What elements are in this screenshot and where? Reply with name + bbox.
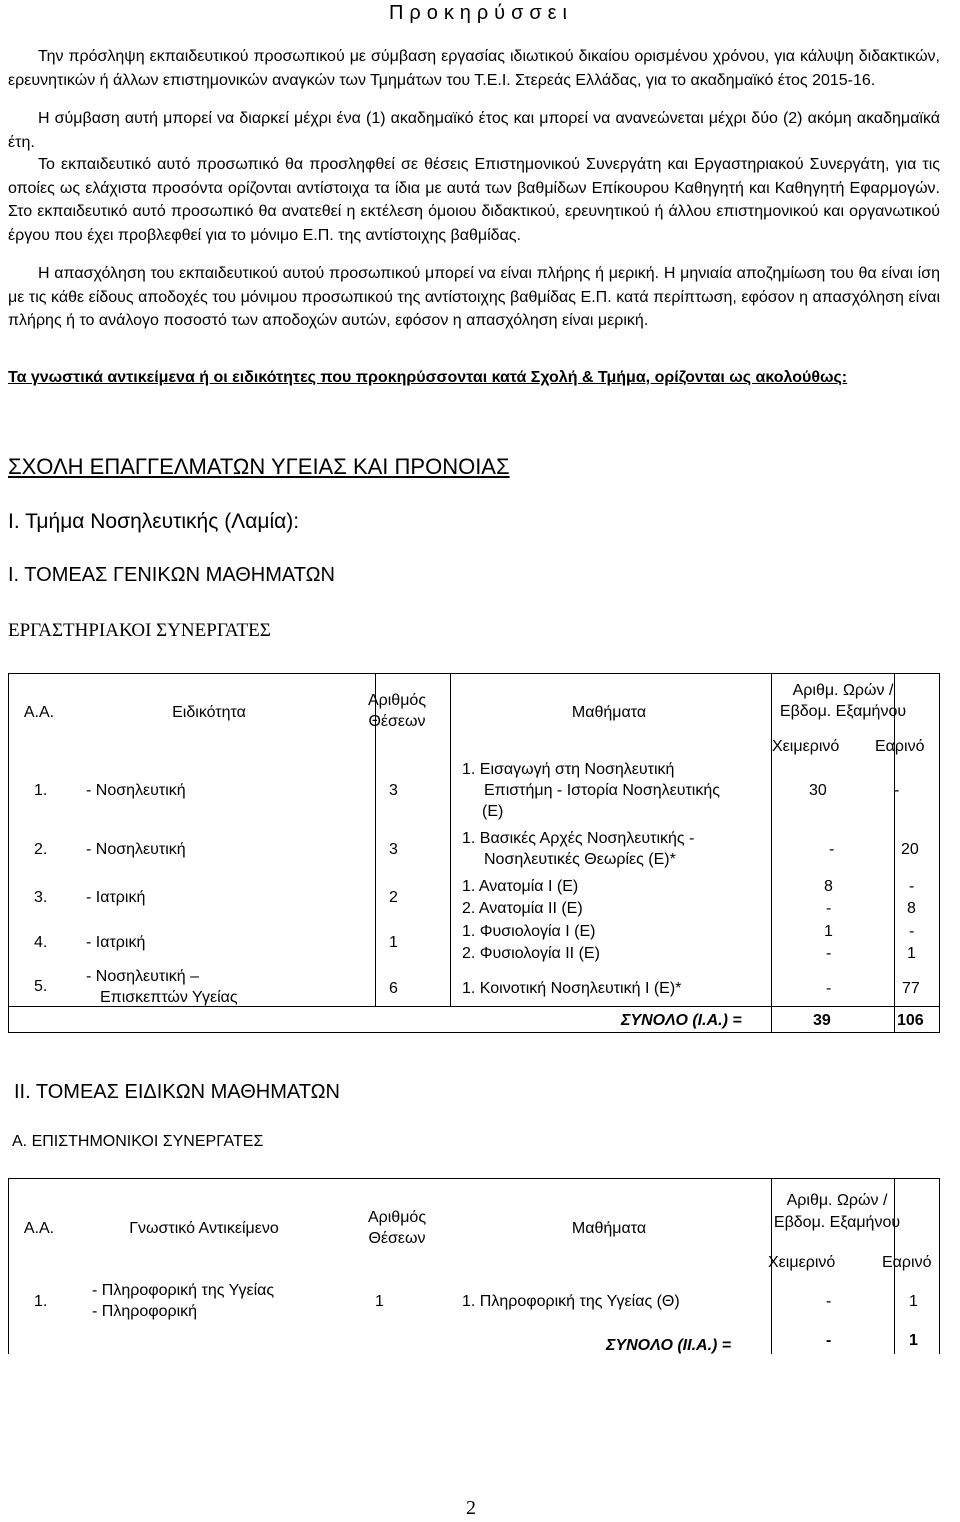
table-row-5-pos: 6 [389, 980, 398, 997]
header-winter: Χειμερινό [772, 738, 840, 755]
table-row-3-pos: 2 [389, 889, 398, 906]
t2-row-subject-1: - Πληροφορική της Υγείας [92, 1282, 275, 1299]
paragraph-3 [8, 153, 940, 247]
table-row-1-pos: 3 [389, 782, 398, 799]
sector-1-title: Ι. ΤΟΜΕΑΣ ΓΕΝΙΚΩΝ ΜΑΘΗΜΑΤΩΝ [8, 564, 335, 586]
table-row-1-aa: 1. [34, 782, 48, 799]
t2-total-label: ΣΥΝΟΛΟ (ΙΙ.Α.) = [606, 1337, 732, 1354]
table-row-1-course-1: 1. Εισαγωγή στη Νοσηλευτική [462, 761, 675, 778]
header-hours-1: Αριθμ. Ωρών / [792, 682, 894, 699]
t2-header-subject: Γνωστικό Αντικείμενο [129, 1220, 279, 1237]
table-row-3-course-2: 2. Ανατομία ΙΙ (Ε) [462, 900, 583, 917]
table-row-5-spec-2: Επισκεπτών Υγείας [100, 989, 238, 1006]
t2-row-subject-2: - Πληροφορική [92, 1303, 198, 1320]
t2-header-aa: Α.Α. [23, 1220, 55, 1237]
sector-1-role: ΕΡΓΑΣΤΗΡΙΑΚΟΙ ΣΥΝΕΡΓΑΤΕΣ [8, 620, 271, 641]
school-title: ΣΧΟΛΗ ΕΠΑΓΓΕΛΜΑΤΩΝ ΥΓΕΙΑΣ ΚΑΙ ΠΡΟΝΟΙΑΣ [8, 454, 510, 479]
sector-2-title: ΙΙ. ΤΟΜΕΑΣ ΕΙΔΙΚΩΝ ΜΑΘΗΜΑΤΩΝ [14, 1081, 340, 1103]
table-row-2-aa: 2. [34, 841, 48, 858]
t2-header-hours-2: Εβδομ. Εξαμήνου [773, 1214, 901, 1231]
table-row-5-spring: 77 [902, 980, 920, 997]
paragraph-2-text: Η σύμβαση αυτή μπορεί να διαρκεί μέχρι ένα (1) ακαδημαϊκό έτος και μπορεί να ανανεώνεται μέχρι δύο (2) ακόμη ακαδημαϊκά έτη. [8, 110, 940, 151]
table-row-3-spring-2: 8 [907, 900, 916, 917]
paragraph-4 [8, 262, 940, 333]
t2-row-spring: 1 [909, 1293, 918, 1310]
header-positions-2: Θέσεων [368, 713, 426, 730]
paragraph-1-text: Την πρόσληψη εκπαιδευτικού προσωπικού με σύμβαση εργασίας ιδιωτικού δικαίου ορισμένου χρόνου, για κάλυψη διδακτικών, ερευνητικών ή άλλων επιστημονικών αναγκών των Τμημάτων του Τ.Ε.Ι. Στερεάς Ελλάδας, για το ακαδημαϊκό έτος 2015-16. [8, 48, 940, 89]
header-courses: Μαθήματα [571, 704, 647, 721]
table-row-2-course-1: 1. Βασικές Αρχές Νοσηλευτικής - [462, 830, 695, 847]
table-row-5-aa: 5. [34, 978, 48, 995]
table-row-5-winter: - [826, 980, 832, 997]
t2-header-hours-1: Αριθμ. Ωρών / [786, 1192, 888, 1209]
header-positions-1: Αριθμός [367, 692, 427, 709]
table-1-total-winter: 39 [813, 1012, 831, 1029]
table-row-1-spec: - Νοσηλευτική [86, 782, 186, 799]
table-row-1-course-3: (Ε) [482, 803, 504, 820]
paragraph-4-text: Η απασχόληση του εκπαιδευτικού αυτού προσωπικού μπορεί να είναι πλήρης ή μερική. Η μηνιαία αποζημίωση του θα είναι ίση με τις κάθε είδους αποδοχές του μόνιμου προσωπικού της αντίστοιχης βαθμίδας Ε.Π. κατά περίπτωση, εφόσον η απασχόληση είναι πλήρης ή το ανάλογο ποσοστό των αποδοχών αυτών, εφόσον η απασχόληση είναι μερική. [8, 265, 940, 329]
table-row-3-winter-2: - [826, 900, 832, 917]
table-row-4-winter-1: 1 [824, 923, 833, 940]
page-heading: Π ρ ο κ η ρ ύ σ σ ε ι [389, 2, 568, 24]
table-row-4-aa: 4. [34, 934, 48, 951]
paragraph-3-text: Το εκπαιδευτικό αυτό προσωπικό θα προσληφθεί σε θέσεις Επιστημονικού Συνεργάτη και Εργαστηριακού Συνεργάτη, για τις οποίες ως ελάχιστα προσόντα ορίζονται αντίστοιχα τα ίδια με αυτά των βαθμίδων Επίκουρου Καθηγητή και Καθηγητή Εφαρμογών. Στο εκπαιδευτικό αυτό προσωπικό θα ανατεθεί η εκτέλεση όμοιου διδακτικού, ερευνητικού ή άλλου επιστημονικού και οργανωτικού έργου που έχει προβλεφθεί για το μόνιμο Ε.Π. της αντίστοιχης βαθμίδας. [8, 156, 940, 244]
table-row-4-pos: 1 [389, 934, 398, 951]
table-row-4-spring-2: 1 [907, 945, 916, 962]
page-number: 2 [466, 1497, 476, 1519]
table-row-3-aa: 3. [34, 889, 48, 906]
sector-2-role: Α. ΕΠΙΣΤΗΜΟΝΙΚΟΙ ΣΥΝΕΡΓΑΤΕΣ [12, 1133, 264, 1150]
table-row-4-spring-1: - [909, 923, 915, 940]
table-row-2-spring: 20 [901, 841, 919, 858]
table-row-4-spec: - Ιατρική [86, 934, 146, 951]
table-sector-1 [8, 673, 940, 1033]
t2-header-spring: Εαρινό [882, 1254, 932, 1271]
t2-header-positions-2: Θέσεων [368, 1230, 426, 1247]
table-row-1-spring: - [894, 782, 900, 799]
header-spring: Εαρινό [875, 738, 925, 755]
table-row-1-winter: 30 [809, 782, 827, 799]
table-row-3-winter-1: 8 [824, 878, 833, 895]
paragraph-2 [8, 107, 940, 154]
t2-header-courses: Μαθήματα [571, 1220, 647, 1237]
table-row-3-course-1: 1. Ανατομία Ι (Ε) [462, 878, 579, 895]
table-row-3-spring-1: - [909, 878, 915, 895]
header-aa: Α.Α. [23, 704, 55, 721]
header-specialty: Ειδικότητα [172, 704, 246, 721]
department-title: Ι. Τμήμα Νοσηλευτικής (Λαμία): [8, 510, 300, 533]
table-1-total-spring: 106 [897, 1012, 924, 1029]
table-row-2-course-2: Νοσηλευτικές Θεωρίες (Ε)* [484, 851, 676, 868]
subjects-intro: Τα γνωστικά αντικείμενα ή οι ειδικότητες που προκηρύσσονται κατά Σχολή & Τμήμα, ορίζονται ως ακολούθως: [8, 369, 848, 386]
t2-header-winter: Χειμερινό [768, 1254, 836, 1271]
table-sector-2 [8, 1178, 940, 1354]
t2-total-winter: - [826, 1332, 832, 1349]
table-row-4-winter-2: - [826, 945, 832, 962]
table-row-2-pos: 3 [389, 841, 398, 858]
table-row-1-course-2: Επιστήμη - Ιστορία Νοσηλευτικής [484, 782, 720, 799]
table-1-total-label: ΣΥΝΟΛΟ (Ι.Α.) = [621, 1012, 742, 1029]
t2-row-aa: 1. [34, 1293, 48, 1310]
table-row-2-winter: - [829, 841, 835, 858]
table-row-3-spec: - Ιατρική [86, 889, 146, 906]
paragraph-1 [8, 45, 940, 92]
t2-row-pos: 1 [375, 1293, 384, 1310]
table-row-2-spec: - Νοσηλευτική [86, 841, 186, 858]
t2-total-spring: 1 [909, 1332, 918, 1349]
table-row-4-course-2: 2. Φυσιολογία ΙΙ (Ε) [462, 945, 600, 962]
t2-row-course: 1. Πληροφορική της Υγείας (Θ) [462, 1293, 680, 1310]
table-row-4-course-1: 1. Φυσιολογία Ι (Ε) [462, 923, 596, 940]
table-row-5-spec-1: - Νοσηλευτική – [86, 968, 199, 985]
t2-header-positions-1: Αριθμός [367, 1209, 427, 1226]
header-hours-2: Εβδομ. Εξαμήνου [779, 703, 907, 720]
table-row-5-course-1: 1. Κοινοτική Νοσηλευτική Ι (Ε)* [462, 980, 682, 997]
t2-row-winter: - [826, 1293, 832, 1310]
